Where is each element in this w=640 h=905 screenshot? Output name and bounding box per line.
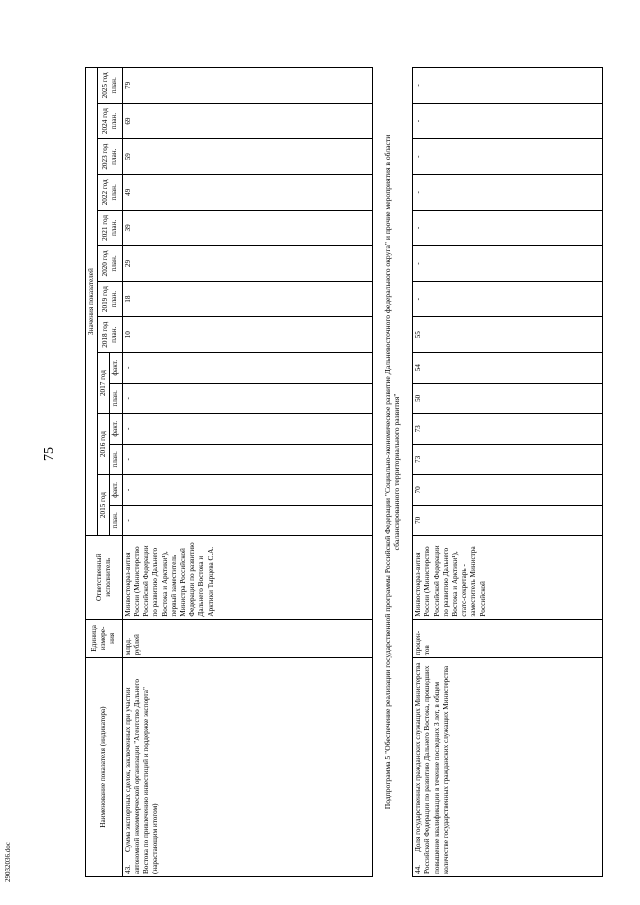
subprogram-title: Подпрограмма 5 "Обеспечение реализации государственной программы Российской Федерации "Социально-экономическое развитие Дальневосточного федерального округа" и прочие мероприятия в области сбалансированного территориального развития" [382, 134, 402, 810]
value-cell: - [413, 210, 603, 246]
value-cell: 18 [122, 281, 372, 317]
value-cell: 49 [122, 174, 372, 210]
value-cell: 73 [413, 444, 603, 475]
value-cell: 79 [122, 68, 372, 104]
row-name-cell [413, 658, 603, 877]
value-cell: 73 [413, 414, 603, 445]
page-number: 75 [42, 447, 57, 461]
header-values-group: Значения показателей [86, 68, 98, 536]
value-cell: - [413, 139, 603, 175]
value-cell: 55 [413, 317, 603, 353]
value-cell: - [413, 68, 603, 104]
header-year: 2022 год план. [98, 174, 122, 210]
header-year: 2021 год план. [98, 210, 122, 246]
header-plan: план. [110, 505, 122, 536]
value-cell: - [122, 414, 372, 445]
value-cell: 59 [122, 139, 372, 175]
value-cell: 39 [122, 210, 372, 246]
value-cell: 50 [413, 383, 603, 414]
row-responsible: Минвостокраз-вития России (Министерство Российской Федерации по развитию Дальнего Востока и Арктики¹), статс-секретарь - заместитель Министра Российской [413, 536, 603, 619]
row-responsible: Минвостокраз-вития России (Министерство Российской Федерации по развитию Дальнего Востока и Арктики¹), первый заместитель Министра Российской Федерации по развитию Дальнего Востока и Арктики Тырцева С.А. [122, 536, 372, 619]
row-index: 43. [123, 865, 132, 874]
row-name-cell [122, 658, 372, 877]
header-year-2017: 2017 год [98, 353, 110, 414]
row-name: Доля государственных гражданских служащих Министерства Российской Федерации по развитию Дальнего Востока, прошедших повышение квалификации в течение последних 3 лет, в общем количестве государственных гражданских служащих Министерства [414, 662, 450, 874]
header-plan: план. [110, 383, 122, 414]
header-year: 2020 год план. [98, 246, 122, 282]
header-name: Наименование показателя (индикатора) [86, 658, 123, 877]
header-fact: факт. [110, 353, 122, 384]
indicators-table [85, 67, 603, 877]
value-cell: 70 [413, 475, 603, 506]
rotated-table-page [85, 27, 640, 877]
header-responsible: Ответственный исполнитель [86, 536, 123, 619]
value-cell: 54 [413, 353, 603, 384]
header-year: 2018 год план. [98, 317, 122, 353]
header-plan: план. [110, 444, 122, 475]
row-unit: процен-тов [413, 619, 603, 658]
table-row [122, 68, 372, 877]
header-fact: факт. [110, 475, 122, 506]
value-cell: - [122, 444, 372, 475]
value-cell: 10 [122, 317, 372, 353]
header-year-2016: 2016 год [98, 414, 110, 475]
row-index: 44. [414, 865, 423, 874]
row-name: Сумма экспортных сделок, заключенных при участии автономной некоммерческой организации "Агентство Дальнего Востока по привлечению инвестиций и поддержке экспорта" (нарастающим итогом) [123, 679, 160, 874]
header-year: 2025 год план. [98, 68, 122, 104]
header-year: 2023 год план. [98, 139, 122, 175]
value-cell: - [413, 281, 603, 317]
value-cell: - [413, 174, 603, 210]
value-cell: - [413, 246, 603, 282]
value-cell: - [122, 505, 372, 536]
value-cell: - [122, 383, 372, 414]
value-cell: - [122, 475, 372, 506]
value-cell: - [122, 353, 372, 384]
subprogram-row [372, 68, 412, 877]
row-unit: млрд. рублей [122, 619, 372, 658]
header-fact: факт. [110, 414, 122, 445]
value-cell: 69 [122, 103, 372, 139]
table-row [413, 68, 603, 877]
header-unit: Единица измере-ния [86, 619, 123, 658]
value-cell: 29 [122, 246, 372, 282]
value-cell: - [413, 103, 603, 139]
header-year: 2024 год план. [98, 103, 122, 139]
header-year-2015: 2015 год [98, 475, 110, 536]
value-cell: 70 [413, 505, 603, 536]
header-year: 2019 год план. [98, 281, 122, 317]
document-code: 29032036.doc [4, 842, 12, 882]
